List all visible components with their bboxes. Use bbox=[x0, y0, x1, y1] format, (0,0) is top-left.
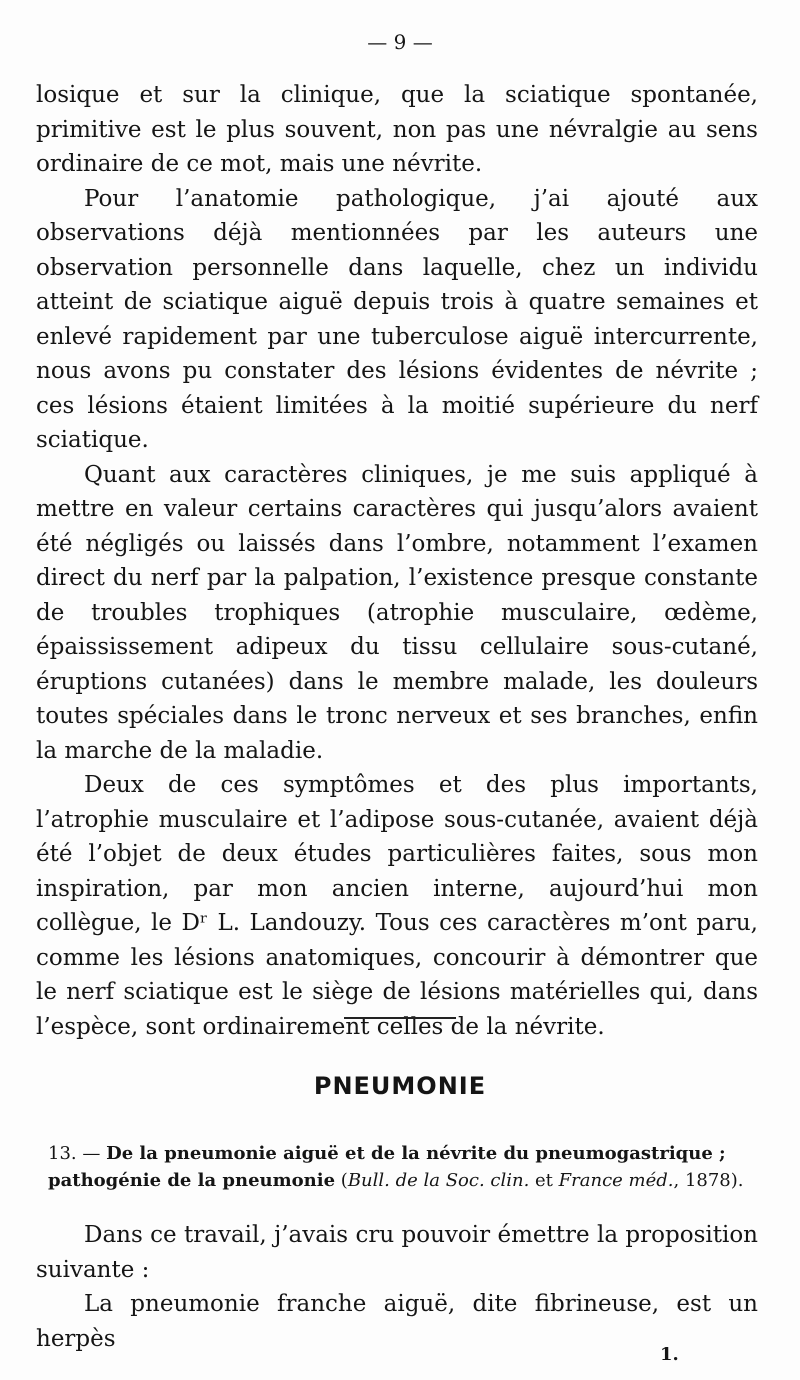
paragraph: Quant aux caractères cliniques, je me suis appliqué à mettre en valeur certains caractères qui jusqu’alors avaient été négligés ou laissés dans l’ombre, notamment l’examen direct du nerf par la palpation, l’existence presque constante de troubles trophiques (atrophie musculaire, œdème, épaississement adipeux du tissu cellulaire sous-cutané, éruptions cutanées) dans le membre malade, les douleurs toutes spéciales dans le tronc nerveux et ses branches, enfin la marche de la maladie. bbox=[36, 461, 758, 764]
bibliography-entry bbox=[48, 1140, 768, 1194]
entry-source-and: et bbox=[529, 1170, 559, 1191]
body-text-bottom bbox=[36, 1218, 758, 1356]
paragraph: Deux de ces symptômes et des plus importants, l’atrophie musculaire et l’adipose sous-cutanée, avaient déjà été l’objet de deux études particulières faites, sous mon inspiration, par mon ancien interne, aujourd’hui mon collègue, le Dʳ L. Landouzy. Tous ces caractères m’ont paru, comme les lésions anatomiques, concourir à démontrer que le nerf sciatique est le siège de lésions matérielles qui, dans l’espèce, sont ordinairement celles de la névrite. bbox=[36, 772, 758, 1040]
entry-source-open: ( bbox=[335, 1170, 348, 1191]
entry-source-year: , 1878). bbox=[673, 1170, 744, 1191]
paragraph: Dans ce travail, j’avais cru pouvoir émettre la proposition suivante : bbox=[36, 1222, 758, 1283]
entry-source-journal-2: France méd. bbox=[558, 1170, 674, 1191]
page-number: — 9 — bbox=[367, 30, 433, 54]
entry-number: 13. — bbox=[48, 1143, 101, 1164]
paragraph: losique et sur la clinique, que la sciatique spontanée, primitive est le plus souvent, non pas une névralgie au sens ordinaire de ce mot, mais une névrite. bbox=[36, 82, 758, 177]
signature-mark: 1. bbox=[660, 1344, 679, 1365]
paragraph: La pneumonie franche aiguë, dite fibrineuse, est un herpès bbox=[36, 1291, 758, 1352]
entry-title: De la pneumonie aiguë et de la névrite du pneumogastrique ; pathogénie de la pneumonie bbox=[48, 1143, 726, 1191]
body-text-top bbox=[36, 78, 758, 1044]
paragraph: Pour l’anatomie pathologique, j’ai ajouté aux observations déjà mentionnées par les auteurs une observation personnelle dans laquelle, chez un individu atteint de sciatique aiguë depuis trois à quatre semaines et enlevé rapidement par une tuberculose aiguë intercurrente, nous avons pu constater des lésions évidentes de névrite ; ces lésions étaient limitées à la moitié supérieure du nerf sciatique. bbox=[36, 185, 758, 453]
section-divider bbox=[344, 1017, 456, 1019]
section-title: PNEUMONIE bbox=[313, 1072, 487, 1100]
entry-source-journal: Bull. de la Soc. clin. bbox=[347, 1170, 530, 1191]
